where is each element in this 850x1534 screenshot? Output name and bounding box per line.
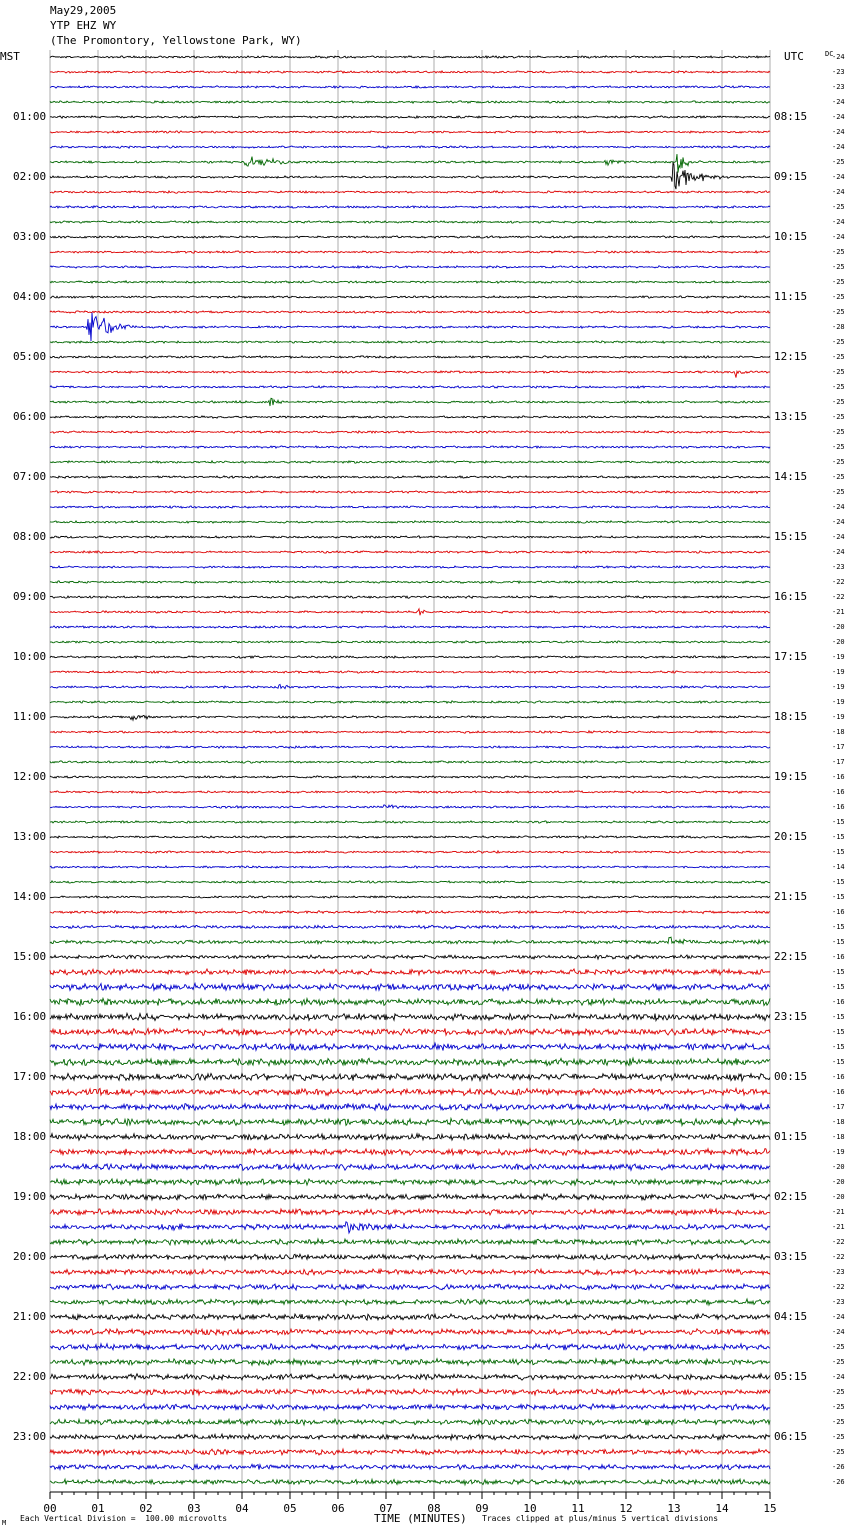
trace-row-69 <box>50 1089 770 1096</box>
dc-offset-label: -24 <box>832 503 845 511</box>
trace-row-45 <box>50 731 770 733</box>
dc-offset-label: -25 <box>832 398 845 406</box>
trace-row-40 <box>50 656 770 658</box>
dc-offset-label: -15 <box>832 968 845 976</box>
corner-mark: M <box>2 1519 7 1527</box>
trace-row-89 <box>50 1389 770 1395</box>
dc-offset-label: -24 <box>832 518 845 526</box>
trace-row-77 <box>50 1209 770 1215</box>
trace-row-13 <box>50 251 770 253</box>
dc-offset-label: -23 <box>832 563 845 571</box>
right-hour-label: 00:15 <box>774 1070 808 1083</box>
left-hour-label: 23:00 <box>13 1430 47 1443</box>
station-code: YTP EHZ WY <box>50 19 117 32</box>
dc-offset-label: -25 <box>832 293 845 301</box>
right-hour-label: 02:15 <box>774 1190 808 1203</box>
dc-offset-label: -16 <box>832 788 845 796</box>
dc-offset-label: -15 <box>832 893 845 901</box>
x-tick-label: 07 <box>379 1502 393 1515</box>
trace-row-56 <box>50 896 770 898</box>
trace-row-72 <box>50 1134 770 1141</box>
x-tick-label: 12 <box>619 1502 633 1515</box>
left-hour-label: 06:00 <box>13 410 47 423</box>
trace-row-68 <box>50 1074 770 1081</box>
right-hour-label: 01:15 <box>774 1130 808 1143</box>
dc-offset-label: -25 <box>832 1358 845 1366</box>
left-hour-label: 07:00 <box>13 470 47 483</box>
dc-offset-label: -25 <box>832 263 845 271</box>
trace-row-7 <box>50 154 770 173</box>
trace-row-54 <box>50 866 770 868</box>
trace-row-41 <box>50 671 770 673</box>
dc-offset-label: -25 <box>832 1388 845 1396</box>
dc-offset-label: -25 <box>832 338 845 346</box>
trace-row-2 <box>50 86 770 88</box>
left-hour-label: 05:00 <box>13 350 47 363</box>
trace-row-62 <box>50 983 770 990</box>
trace-row-36 <box>50 596 770 598</box>
dc-offset-label: -24 <box>832 1373 845 1381</box>
dc-offset-label: -18 <box>832 1118 845 1126</box>
x-tick-label: 05 <box>283 1502 297 1515</box>
left-hour-label: 20:00 <box>13 1250 47 1263</box>
dc-offset-label: -21 <box>832 1223 845 1231</box>
trace-row-20 <box>50 356 770 358</box>
right-hour-label: 12:15 <box>774 350 808 363</box>
dc-offset-label: -25 <box>832 1343 845 1351</box>
dc-offset-label: -19 <box>832 683 845 691</box>
dc-offset-label: -15 <box>832 1013 845 1021</box>
trace-row-4 <box>50 116 770 118</box>
trace-row-23 <box>50 398 770 406</box>
dc-offset-label: -26 <box>832 1463 845 1471</box>
left-hour-label: 15:00 <box>13 950 47 963</box>
dc-offset-label: -18 <box>832 728 845 736</box>
left-hour-label: 03:00 <box>13 230 47 243</box>
trace-row-8 <box>50 163 770 189</box>
x-tick-label: 09 <box>475 1502 489 1515</box>
trace-row-83 <box>50 1299 770 1305</box>
trace-row-19 <box>50 341 770 343</box>
trace-row-37 <box>50 609 770 616</box>
trace-row-66 <box>50 1043 770 1050</box>
trace-row-71 <box>50 1119 770 1126</box>
dc-offset-label: -25 <box>832 458 845 466</box>
dc-offset-label: -24 <box>832 1313 845 1321</box>
trace-row-35 <box>50 581 770 583</box>
trace-row-60 <box>50 955 770 959</box>
trace-row-86 <box>50 1344 770 1351</box>
dc-offset-label: -16 <box>832 773 845 781</box>
trace-row-65 <box>50 1028 770 1035</box>
left-timezone-label: MST <box>0 50 20 63</box>
dc-offset-label: -19 <box>832 1148 845 1156</box>
trace-row-5 <box>50 131 770 133</box>
trace-row-30 <box>50 506 770 508</box>
dc-offset-label: -25 <box>832 308 845 316</box>
dc-offset-label: -25 <box>832 1418 845 1426</box>
trace-row-43 <box>50 701 770 703</box>
trace-row-17 <box>50 311 770 313</box>
dc-offset-label: -15 <box>832 1028 845 1036</box>
dc-offset-label: -15 <box>832 878 845 886</box>
dc-offset-label: -25 <box>832 203 845 211</box>
dc-offset-label: -20 <box>832 1193 845 1201</box>
dc-offset-label: -16 <box>832 998 845 1006</box>
dc-offset-label: -19 <box>832 653 845 661</box>
trace-row-93 <box>50 1449 770 1455</box>
dc-offset-label: -23 <box>832 1298 845 1306</box>
x-tick-label: 08 <box>427 1502 441 1515</box>
trace-row-79 <box>50 1239 770 1245</box>
trace-row-52 <box>50 836 770 838</box>
dc-offset-label: -22 <box>832 1283 845 1291</box>
dc-offset-label: -23 <box>832 1268 845 1276</box>
trace-row-21 <box>50 371 770 378</box>
trace-row-1 <box>50 71 770 73</box>
dc-offset-label: -16 <box>832 953 845 961</box>
right-hour-label: 13:15 <box>774 410 808 423</box>
clip-note: Traces clipped at plus/minus 5 vertical divisions <box>482 1514 719 1523</box>
trace-row-70 <box>50 1103 770 1110</box>
trace-row-81 <box>50 1269 770 1275</box>
trace-row-12 <box>50 236 770 238</box>
x-tick-label: 02 <box>139 1502 153 1515</box>
x-tick-label: 13 <box>667 1502 681 1515</box>
trace-row-18 <box>50 313 770 341</box>
trace-row-26 <box>50 446 770 448</box>
trace-row-46 <box>50 746 770 748</box>
trace-row-44 <box>50 715 770 720</box>
dc-offset-label: -22 <box>832 1253 845 1261</box>
trace-row-14 <box>50 266 770 269</box>
left-hour-label: 19:00 <box>13 1190 47 1203</box>
dc-offset-label: -20 <box>832 1178 845 1186</box>
trace-row-80 <box>50 1254 770 1260</box>
trace-row-49 <box>50 791 770 793</box>
dc-offset-label: -22 <box>832 578 845 586</box>
dc-offset-label: -15 <box>832 1058 845 1066</box>
dc-offset-label: -24 <box>832 548 845 556</box>
dc-offset-label: -16 <box>832 803 845 811</box>
right-hour-label: 20:15 <box>774 830 808 843</box>
left-hour-label: 12:00 <box>13 770 47 783</box>
trace-row-39 <box>50 641 770 643</box>
right-hour-label: 09:15 <box>774 170 808 183</box>
dc-offset-label: -25 <box>832 413 845 421</box>
right-hour-label: 18:15 <box>774 710 808 723</box>
right-hour-label: 15:15 <box>774 530 808 543</box>
dc-offset-label: -25 <box>832 158 845 166</box>
dc-offset-label: -15 <box>832 983 845 991</box>
right-hour-label: 04:15 <box>774 1310 808 1323</box>
right-hour-label: 14:15 <box>774 470 808 483</box>
right-hour-label: 22:15 <box>774 950 808 963</box>
dc-offset-label: -24 <box>832 53 845 61</box>
trace-row-27 <box>50 461 770 463</box>
left-hour-label: 17:00 <box>13 1070 47 1083</box>
dc-offset-label: -25 <box>832 278 845 286</box>
seismic-traces <box>50 56 770 1485</box>
left-hour-label: 22:00 <box>13 1370 47 1383</box>
dc-offset-label: -21 <box>832 1208 845 1216</box>
trace-row-73 <box>50 1149 770 1156</box>
dc-offset-label: -17 <box>832 758 845 766</box>
dc-offset-label: -19 <box>832 698 845 706</box>
trace-row-51 <box>50 821 770 823</box>
trace-row-87 <box>50 1359 770 1366</box>
right-hour-label: 03:15 <box>774 1250 808 1263</box>
trace-row-75 <box>50 1179 770 1185</box>
x-tick-label: 04 <box>235 1502 249 1515</box>
dc-offset-label: -24 <box>832 98 845 106</box>
left-hour-label: 18:00 <box>13 1130 47 1143</box>
trace-row-94 <box>50 1464 770 1469</box>
right-hour-label: 06:15 <box>774 1430 808 1443</box>
trace-row-61 <box>50 969 770 975</box>
dc-offset-label: -15 <box>832 848 845 856</box>
trace-row-22 <box>50 386 770 388</box>
trace-row-38 <box>50 626 770 628</box>
trace-row-57 <box>50 911 770 914</box>
left-hour-label: 21:00 <box>13 1310 47 1323</box>
dc-offset-label: -17 <box>832 1103 845 1111</box>
left-hour-label: 08:00 <box>13 530 47 543</box>
trace-row-85 <box>50 1329 770 1335</box>
dc-offset-header: DC <box>825 50 834 58</box>
trace-row-67 <box>50 1058 770 1066</box>
trace-row-58 <box>50 925 770 929</box>
dc-offset-label: -16 <box>832 908 845 916</box>
x-axis-title: TIME (MINUTES) <box>374 1512 467 1525</box>
dc-offset-label: -24 <box>832 218 845 226</box>
trace-row-15 <box>50 281 770 283</box>
trace-row-90 <box>50 1404 770 1410</box>
dc-offset-label: -25 <box>832 428 845 436</box>
left-hour-label: 16:00 <box>13 1010 47 1023</box>
trace-row-28 <box>50 476 770 478</box>
dc-offset-label: -22 <box>832 1238 845 1246</box>
dc-offset-label: -28 <box>832 323 845 331</box>
x-tick-label: 15 <box>763 1502 777 1515</box>
right-timezone-label: UTC <box>784 50 804 63</box>
dc-offset-label: -21 <box>832 608 845 616</box>
dc-offset-label: -17 <box>832 743 845 751</box>
trace-row-53 <box>50 851 770 853</box>
dc-offset-label: -15 <box>832 818 845 826</box>
dc-offset-label: -19 <box>832 668 845 676</box>
dc-offset-label: -23 <box>832 68 845 76</box>
trace-row-92 <box>50 1434 770 1440</box>
dc-offset-label: -24 <box>832 143 845 151</box>
left-hour-label: 04:00 <box>13 290 47 303</box>
dc-offset-label: -25 <box>832 368 845 376</box>
left-hour-label: 10:00 <box>13 650 47 663</box>
dc-offset-label: -25 <box>832 353 845 361</box>
trace-row-42 <box>50 684 770 688</box>
trace-row-47 <box>50 761 770 763</box>
dc-offset-label: -25 <box>832 488 845 496</box>
trace-row-50 <box>50 805 770 809</box>
right-hour-label: 11:15 <box>774 290 808 303</box>
trace-row-64 <box>50 1013 770 1020</box>
left-hour-label: 13:00 <box>13 830 47 843</box>
dc-offset-label: -15 <box>832 833 845 841</box>
dc-offset-label: -25 <box>832 383 845 391</box>
dc-offset-label: -25 <box>832 1403 845 1411</box>
dc-offset-label: -24 <box>832 173 845 181</box>
dc-offset-label: -20 <box>832 623 845 631</box>
trace-row-29 <box>50 491 770 493</box>
dc-offset-label: -20 <box>832 638 845 646</box>
dc-offset-label: -16 <box>832 1073 845 1081</box>
dc-offset-label: -18 <box>832 1133 845 1141</box>
dc-offset-label: -14 <box>832 863 845 871</box>
right-hour-label: 21:15 <box>774 890 808 903</box>
right-hour-label: 05:15 <box>774 1370 808 1383</box>
dc-offset-label: -15 <box>832 938 845 946</box>
x-tick-label: 03 <box>187 1502 201 1515</box>
trace-row-9 <box>50 191 770 193</box>
trace-row-31 <box>50 521 770 523</box>
right-hour-label: 08:15 <box>774 110 808 123</box>
dc-offset-label: -20 <box>832 1163 845 1171</box>
dc-offset-label: -24 <box>832 533 845 541</box>
trace-row-24 <box>50 416 770 418</box>
dc-offset-label: -16 <box>832 1088 845 1096</box>
trace-row-95 <box>50 1479 770 1485</box>
trace-row-25 <box>50 431 770 433</box>
right-hour-label: 23:15 <box>774 1010 808 1023</box>
trace-row-34 <box>50 566 770 568</box>
dc-offset-label: -15 <box>832 923 845 931</box>
right-hour-label: 10:15 <box>774 230 808 243</box>
trace-row-16 <box>50 296 770 298</box>
record-date: May29,2005 <box>50 4 117 17</box>
trace-row-82 <box>50 1284 770 1290</box>
trace-row-74 <box>50 1164 770 1171</box>
trace-row-55 <box>50 881 770 883</box>
trace-row-76 <box>50 1194 770 1200</box>
dc-offset-label: -24 <box>832 1328 845 1336</box>
trace-row-33 <box>50 551 770 553</box>
left-hour-label: 09:00 <box>13 590 47 603</box>
dc-offset-label: -25 <box>832 248 845 256</box>
trace-row-3 <box>50 101 770 103</box>
dc-offset-label: -24 <box>832 113 845 121</box>
trace-row-6 <box>50 146 770 148</box>
trace-row-11 <box>50 221 770 223</box>
dc-offset-label: -25 <box>832 473 845 481</box>
dc-offset-label: -15 <box>832 1043 845 1051</box>
dc-offset-label: -25 <box>832 1433 845 1441</box>
trace-row-0 <box>50 56 770 58</box>
dc-offset-label: -24 <box>832 188 845 196</box>
dc-offset-label: -19 <box>832 713 845 721</box>
trace-row-48 <box>50 776 770 778</box>
trace-row-59 <box>50 937 770 944</box>
x-tick-label: 00 <box>43 1502 57 1515</box>
right-hour-label: 19:15 <box>774 770 808 783</box>
trace-row-10 <box>50 206 770 208</box>
trace-row-88 <box>50 1374 770 1380</box>
trace-row-91 <box>50 1419 770 1425</box>
right-hour-label: 17:15 <box>774 650 808 663</box>
dc-offset-label: -25 <box>832 1448 845 1456</box>
left-hour-label: 14:00 <box>13 890 47 903</box>
trace-row-78 <box>50 1222 770 1233</box>
dc-offset-label: -22 <box>832 593 845 601</box>
dc-offset-label: -23 <box>832 83 845 91</box>
x-tick-label: 06 <box>331 1502 345 1515</box>
right-hour-label: 16:15 <box>774 590 808 603</box>
x-tick-label: 01 <box>91 1502 105 1515</box>
trace-row-63 <box>50 998 770 1005</box>
left-hour-label: 11:00 <box>13 710 47 723</box>
dc-offset-label: -24 <box>832 233 845 241</box>
trace-row-84 <box>50 1314 770 1320</box>
left-hour-label: 01:00 <box>13 110 47 123</box>
trace-row-32 <box>50 536 770 538</box>
dc-offset-label: -24 <box>832 128 845 136</box>
x-tick-label: 11 <box>571 1502 585 1515</box>
station-location: (The Promontory, Yellowstone Park, WY) <box>50 34 302 47</box>
x-tick-label: 10 <box>523 1502 537 1515</box>
x-tick-label: 14 <box>715 1502 729 1515</box>
left-hour-label: 02:00 <box>13 170 47 183</box>
dc-offset-label: -26 <box>832 1478 845 1486</box>
scale-note: Each Vertical Division = 100.00 microvolts <box>20 1514 228 1523</box>
dc-offset-label: -25 <box>832 443 845 451</box>
